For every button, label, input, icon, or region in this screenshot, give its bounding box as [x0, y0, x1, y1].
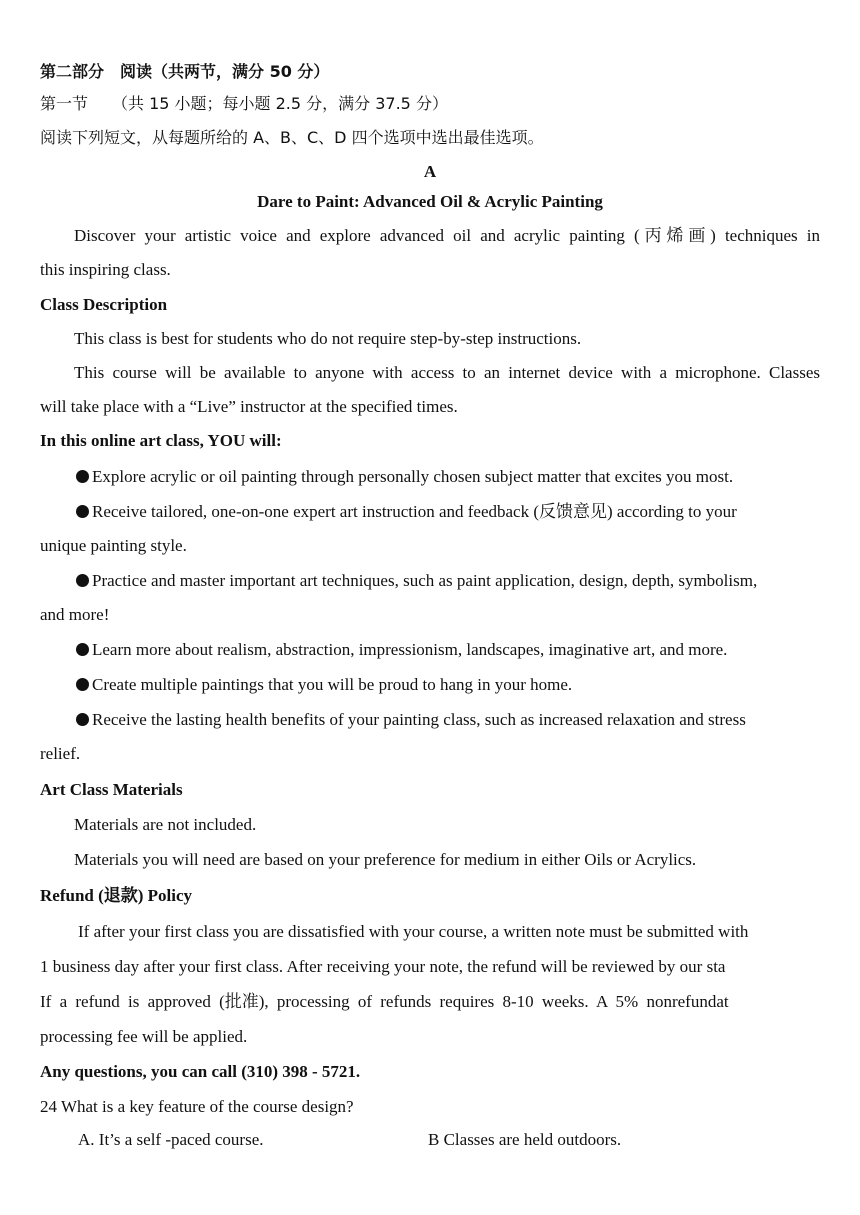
passage-title: Dare to Paint: Advanced Oil & Acrylic Painting [257, 192, 603, 211]
bullet-icon [76, 643, 89, 656]
bullet-text: Learn more about realism, abstraction, impressionism, landscapes, imaginative art, and more. [92, 640, 728, 659]
option-a: A. It’s a self -paced course. [78, 1130, 264, 1149]
bullet-text-cont: and more! [40, 605, 110, 624]
materials-text: Materials are not included. [74, 815, 257, 834]
class-description-text: This course will be available to anyone with access to an internet device with a microphone. Classes [74, 363, 820, 382]
bullet-icon [76, 678, 89, 691]
bullet-text: Create multiple paintings that you will be proud to hang in your home. [92, 675, 573, 694]
class-description-heading: Class Description [40, 295, 168, 314]
bullet-text-cont: unique painting style. [40, 536, 187, 555]
bullet-item [76, 500, 822, 524]
materials-heading: Art Class Materials [40, 780, 183, 799]
class-description-text: will take place with a “Live” instructor at the specified times. [40, 397, 458, 416]
part-title: 第二部分 阅读（共两节，满分 50 分） [40, 62, 330, 81]
refund-text: processing fee will be applied. [40, 1027, 248, 1046]
section-title: 第一节 （共 15 小题；每小题 2.5 分，满分 37.5 分） [40, 94, 448, 113]
bullet-item [76, 569, 822, 593]
intro-text: Discover your artistic voice and explore advanced oil and acrylic painting (丙烯画) techniques in [74, 226, 820, 245]
refund-text: If after your first class you are dissatisfied with your course, a written note must be submitted with [78, 922, 749, 941]
bullet-icon [76, 713, 89, 726]
bullet-item [76, 673, 572, 697]
class-description-text: This class is best for students who do not require step-by-step instructions. [74, 329, 582, 348]
intro-text-cont: this inspiring class. [40, 260, 171, 279]
bullet-item [76, 638, 727, 662]
bullet-text: Receive the lasting health benefits of your painting class, such as increased relaxation and stress [92, 710, 746, 729]
bullet-item [76, 708, 820, 732]
refund-heading: Refund (退款) Policy [40, 886, 193, 905]
bullet-text: Receive tailored, one-on-one expert art instruction and feedback (反馈意见) according to your [92, 502, 737, 521]
bullet-text: Explore acrylic or oil painting through personally chosen subject matter that excites you most. [92, 467, 734, 486]
option-b: B Classes are held outdoors. [428, 1130, 622, 1149]
bullet-item [76, 465, 733, 489]
passage-label: A [423, 162, 437, 181]
bullet-text: Practice and master important art techniques, such as paint application, design, depth, symbolism, [92, 571, 758, 590]
you-will-heading: In this online art class, YOU will: [40, 431, 282, 450]
bullet-icon [76, 470, 89, 483]
bullet-text-cont: relief. [40, 744, 81, 763]
bullet-icon [76, 505, 89, 518]
contact-line: Any questions, you can call (310) 398 - 5721. [40, 1062, 361, 1081]
instruction: 阅读下列短文，从每题所给的 A、B、C、D 四个选项中选出最佳选项。 [40, 128, 544, 147]
materials-text: Materials you will need are based on your preference for medium in either Oils or Acrylics. [74, 850, 697, 869]
question-stem: 24 What is a key feature of the course design? [40, 1097, 354, 1116]
bullet-icon [76, 574, 89, 587]
refund-text: If a refund is approved (批准), processing of refunds requires 8-10 weeks. A 5% nonrefundat [40, 992, 729, 1011]
refund-text: 1 business day after your first class. After receiving your note, the refund will be reviewed by our sta [40, 957, 726, 976]
